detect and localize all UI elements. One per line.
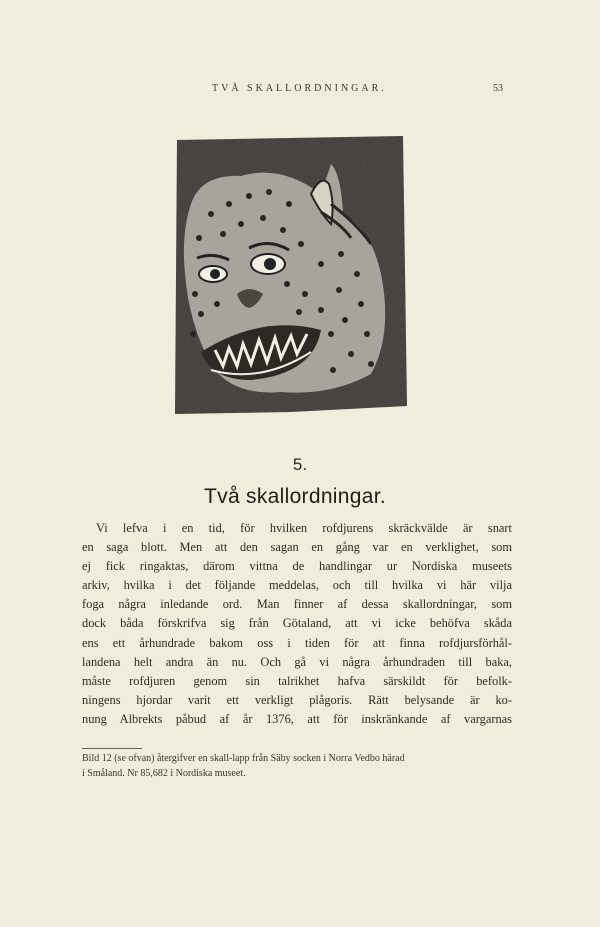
body-line: dock båda förskrifva sig från Götaland, att vi icke behöfva skåda xyxy=(82,616,512,631)
running-head xyxy=(0,83,600,99)
body-line: nung Albrekts påbud af år 1376, att för inskränkande af vargarnas xyxy=(82,711,512,726)
body-line: ningens hjordar varit ett verkligt plågoris. Rätt belysande är ko- xyxy=(82,692,512,707)
body-line: ens ett århundrade bakom oss i tiden för att finna rofdjursförhål- xyxy=(82,635,512,650)
body-line: landena helt andra än nu. Och gå vi några århundraden till baka, xyxy=(82,654,512,669)
caption-line: Bild 12 (se ofvan) återgifver en skall-lapp från Säby socken i Norra Vedbo härad xyxy=(82,753,405,764)
leopard-face-illustration-icon xyxy=(171,134,409,416)
footnote-rule xyxy=(82,748,142,749)
caption-line: i Småland. Nr 85,682 i Nordiska museet. xyxy=(82,768,246,779)
body-line: en saga blott. Men att den sagan en gång var en verklighet, som xyxy=(82,540,512,555)
body-line: Vi lefva i en tid, för hvilken rofdjurens skräckvälde är snart xyxy=(96,521,512,535)
page-number: 53 xyxy=(493,83,503,94)
section-number: 5. xyxy=(292,455,308,474)
body-line: foga några inledande ord. Man finner af dessa skallordningar, som xyxy=(82,597,512,612)
figure-caption xyxy=(82,751,512,781)
body-line: måste rofdjuren genom sin talrikhet hafva särskildt för befolk- xyxy=(82,673,512,688)
running-title: TVÅ SKALLORDNINGAR. xyxy=(212,83,387,94)
body-text xyxy=(82,519,512,729)
leopard-face-figure xyxy=(171,134,409,416)
body-line: ej fick ringaktas, därom vittna de handlingar ur Nordiska museets xyxy=(82,559,512,574)
body-line: arkiv, hvilka i det följande meddelas, och till hvilka vi här vilja xyxy=(82,578,512,593)
article-title: Två skallordningar. xyxy=(204,485,386,508)
